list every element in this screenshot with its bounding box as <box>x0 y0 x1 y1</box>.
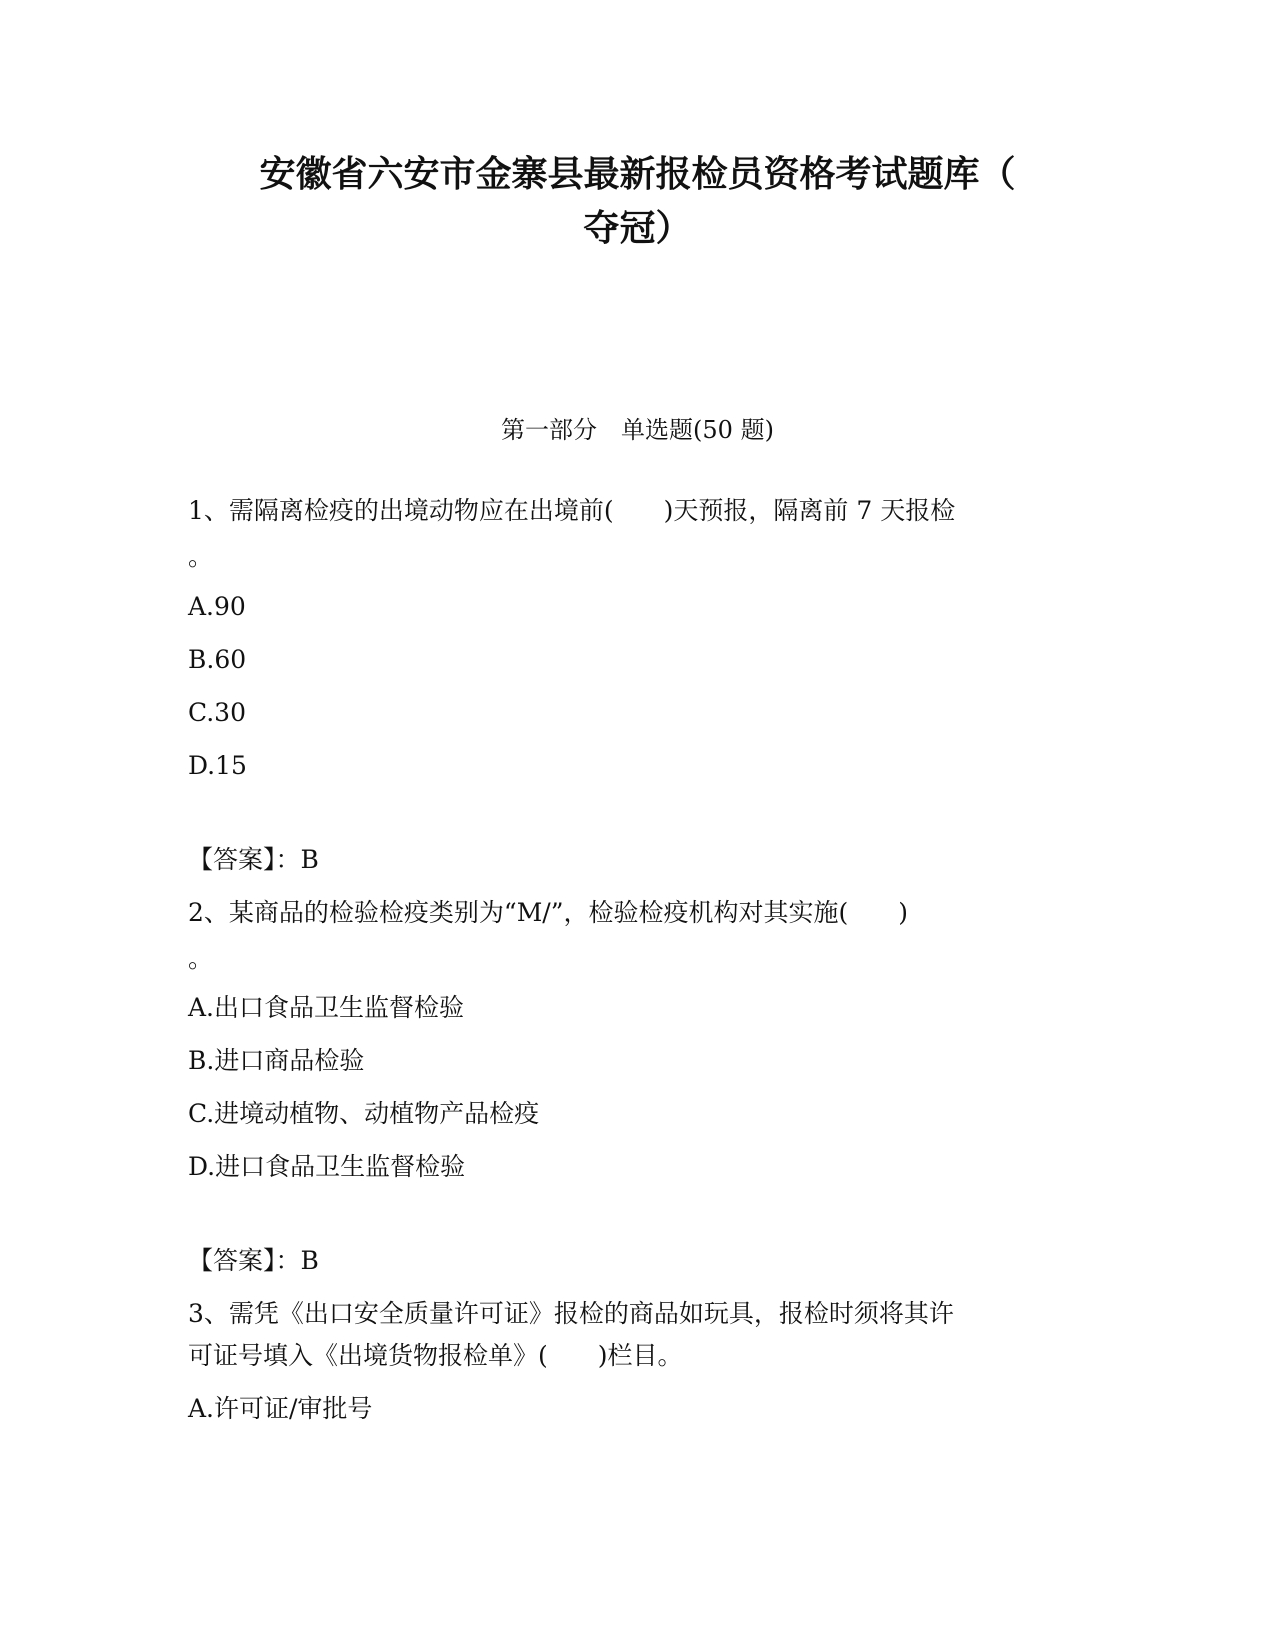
document-title <box>160 148 1115 256</box>
question-2-option-a: A.出口食品卫生监督检验 <box>188 993 465 1022</box>
question-2-option-b: B.进口商品检验 <box>188 1046 365 1075</box>
question-2-option-c: C.进境动植物、动植物产品检疫 <box>188 1099 540 1128</box>
question-1-stem-line-2: 。 <box>188 542 214 571</box>
question-1-option-a: A.90 <box>188 592 246 621</box>
question-1-option-b: B.60 <box>188 645 247 674</box>
question-2-stem-line-1: 2、某商品的检验检疫类别为“M/”，检验检疫机构对其实施( ) <box>188 898 908 927</box>
question-3-stem-line-1: 3、需凭《出口安全质量许可证》报检的商品如玩具，报检时须将其许 <box>188 1299 954 1328</box>
question-2-option-d: D.进口食品卫生监督检验 <box>188 1152 466 1181</box>
question-2-answer: 【答案】：B <box>188 1246 319 1275</box>
title-line-2: 夺冠） <box>583 208 692 249</box>
question-1-stem-line-1: 1、需隔离检疫的出境动物应在出境前( )天预报，隔离前 7 天报检 <box>188 496 956 525</box>
title-line-1: 安徽省六安市金寨县最新报检员资格考试题库（ <box>259 154 1016 195</box>
question-1-answer: 【答案】：B <box>188 845 319 874</box>
question-3-stem-line-2: 可证号填入《出境货物报检单》( )栏目。 <box>188 1341 683 1370</box>
question-3-option-a: A.许可证/审批号 <box>188 1394 373 1423</box>
section-heading: 第一部分 单选题(50 题) <box>501 416 774 444</box>
question-1-option-d: D.15 <box>188 751 247 780</box>
question-1-option-c: C.30 <box>188 698 246 727</box>
question-2-stem-line-2: 。 <box>188 944 214 973</box>
